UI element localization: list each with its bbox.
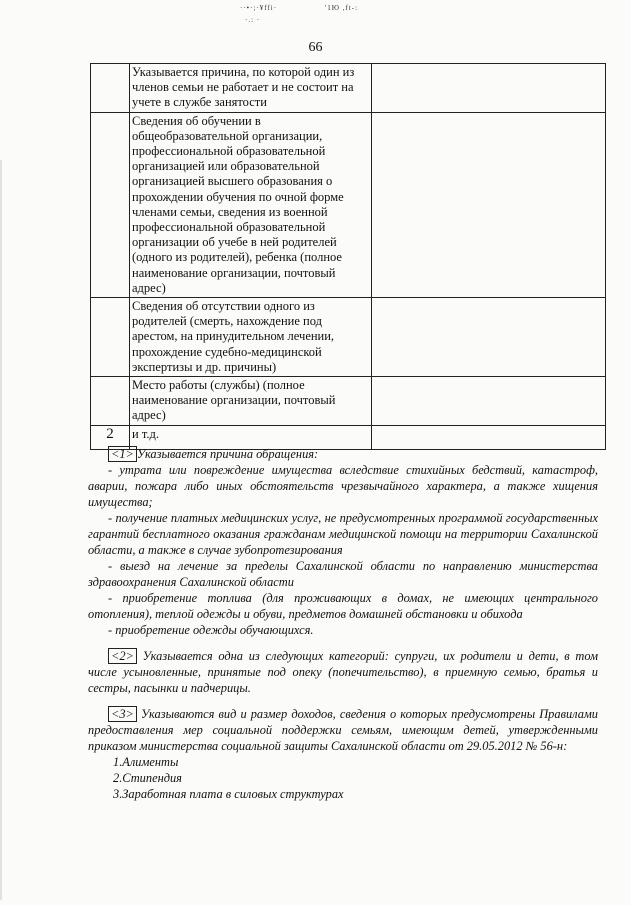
income-list-item: 3.Заработная плата в силовых структурах [113,787,344,801]
income-list [88,754,598,802]
row-value [372,377,606,426]
scan-left-edge [0,160,2,900]
note-2-ref: <2> [108,648,137,664]
table-row [91,112,606,297]
row-number [91,64,130,113]
note-1-item: - выезд на лечение за пределы Сахалинской области по направлению министерства здравоохранения Сахалинской области [88,559,598,589]
spacer [88,638,598,648]
row-value [372,64,606,113]
note-2 [88,648,598,696]
row-text: Место работы (службы) (полное наименование организации, почтовый адрес) [130,377,372,426]
note-1-item: - приобретение одежды обучающихся. [108,623,314,637]
note-1-title: Указывается причина обращения: [136,447,319,461]
row-number [91,298,130,377]
spacer [88,696,598,706]
note-2-text: Указывается одна из следующих категорий: супруги, их родители и дети, в том числе усыновленные, принятые под опеку (попечительство), в приемную семью, братья и сестры, пасынки и падчерицы. [88,649,598,695]
row-text: Сведения об обучении в общеобразовательной организации, профессиональной образовательной организацией или образовательной организацией высшего образования о прохождении обучения по очной форме членами семьи, сведения из военной профессиональной образовательной организации об учебе в ней родителей (одного из родителей), ребенка (полное наименование организации, почтовый адрес) [130,112,372,297]
row-value [372,298,606,377]
scan-artifact-top-right: '1Ю ,ft-: [325,4,359,12]
note-1-item: - получение платных медицинских услуг, не предусмотренных программой государственных гарантий бесплатного оказания гражданам медицинской помощи на территории Сахалинской области, а также в случае зубопротезирования [88,511,598,557]
scan-artifact-top-small: ·.: · [245,16,261,24]
row-text: Указывается причина, по которой один из членов семьи не работает и не состоит на учете в службе занятости [130,64,372,113]
row-number: 2 [91,425,130,449]
row-text: Сведения об отсутствии одного из родителей (смерть, нахождение под арестом, на принудительном лечении, прохождение судебно-медицинской экспертизы и др. причины) [130,298,372,377]
table-row [91,298,606,377]
note-3 [88,706,598,754]
note-1-ref: <1> [108,446,137,462]
note-3-text: Указываются вид и размер доходов, сведения о которых предусмотрены Правилами предоставления мер социальной поддержки семьям, имеющим детей, утвержденными приказом министерства социальной защиты Сахалинской области от 29.05.2012 № 56-н: [88,707,598,753]
row-number [91,377,130,426]
table-row [91,64,606,113]
note-3-ref: <3> [108,706,137,722]
table-row [91,377,606,426]
row-text: и т.д. [130,425,372,449]
row-value [372,112,606,297]
note-1-heading [88,446,598,462]
income-list-item: 2.Стипендия [113,771,182,785]
row-number [91,112,130,297]
note-1-item: - утрата или повреждение имущества вследствие стихийных бедствий, катастроф, аварии, пожара либо иных обстоятельств чрезвычайного характера, а также хищения имущества; [88,463,598,509]
note-1-item: - приобретение топлива (для проживающих в домах, не имеющих центрального отопления), теплой одежды и обуви, предметов домашней обстановки и обихода [88,591,598,621]
income-list-item: 1.Алименты [113,755,179,769]
scan-artifact-top-left: ··•·;·¥ffi· [240,4,278,12]
page-number: 66 [308,40,323,55]
info-table [90,63,606,450]
footnotes [88,446,598,802]
